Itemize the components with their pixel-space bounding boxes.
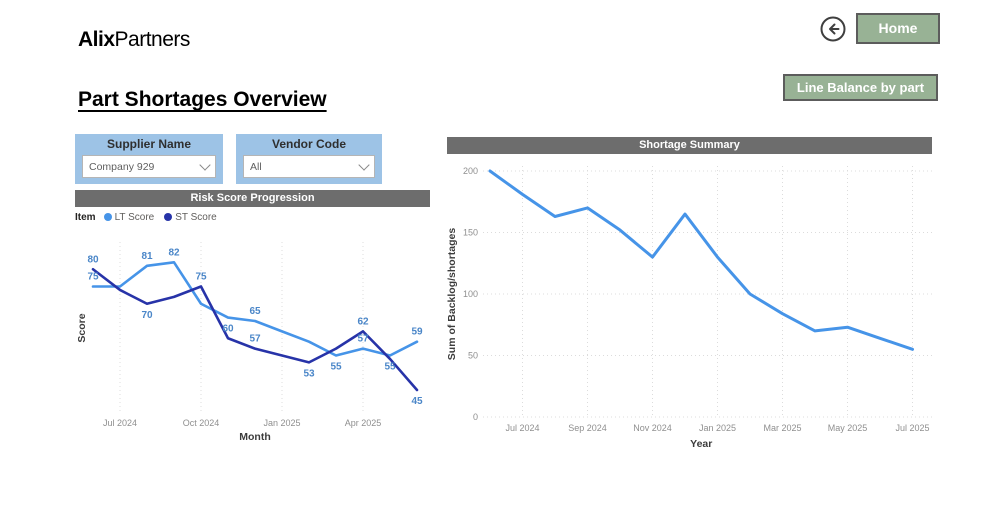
svg-text:0: 0 — [472, 412, 478, 422]
shortage-summary-chart — [445, 154, 945, 459]
svg-text:75: 75 — [87, 271, 99, 283]
alixpartners-logo — [78, 28, 190, 52]
chevron-down-icon — [199, 159, 210, 170]
risk-score-progression-header: Risk Score Progression — [75, 190, 430, 207]
svg-text:Apr 2025: Apr 2025 — [344, 418, 382, 428]
svg-text:57: 57 — [249, 333, 261, 345]
svg-text:Jan 2025: Jan 2025 — [698, 423, 737, 433]
svg-text:50: 50 — [467, 350, 478, 361]
supplier-name-label: Supplier Name — [106, 137, 192, 151]
svg-text:55: 55 — [330, 361, 342, 373]
vendor-code-dropdown[interactable] — [243, 155, 375, 178]
svg-text:Month: Month — [239, 431, 271, 443]
svg-text:Score: Score — [76, 313, 88, 343]
risk-score-progression-chart — [75, 228, 433, 457]
svg-text:Jan 2025: Jan 2025 — [263, 418, 301, 428]
legend-title: Item — [75, 211, 96, 223]
svg-text:Year: Year — [690, 438, 713, 450]
page-title: Part Shortages Overview — [78, 88, 327, 111]
svg-text:Sep 2024: Sep 2024 — [568, 423, 607, 433]
svg-text:55: 55 — [384, 361, 396, 373]
lt-score-label: LT Score — [114, 211, 155, 223]
chevron-down-icon — [358, 159, 369, 170]
svg-text:45: 45 — [411, 396, 423, 407]
supplier-name-dropdown[interactable] — [82, 155, 216, 178]
supplier-name-filter — [75, 134, 223, 184]
svg-text:82: 82 — [168, 247, 180, 259]
svg-text:65: 65 — [249, 306, 261, 317]
st-score-dot-icon — [164, 213, 172, 221]
svg-text:Nov 2024: Nov 2024 — [633, 423, 672, 433]
line-balance-by-part-button[interactable]: Line Balance by part — [783, 74, 938, 101]
legend-item-st-score[interactable] — [164, 212, 217, 223]
svg-text:70: 70 — [141, 309, 153, 321]
svg-text:May 2025: May 2025 — [827, 423, 868, 433]
svg-text:81: 81 — [141, 250, 153, 262]
svg-text:Jul 2024: Jul 2024 — [102, 418, 138, 428]
svg-text:62: 62 — [357, 316, 369, 328]
st-score-label: ST Score — [175, 211, 217, 223]
vendor-code-value: All — [250, 160, 262, 173]
svg-text:Mar 2025: Mar 2025 — [763, 423, 802, 433]
vendor-code-label: Vendor Code — [271, 137, 346, 151]
home-button[interactable]: Home — [856, 13, 940, 44]
logo-regular: Partners — [114, 28, 190, 51]
svg-text:60: 60 — [222, 323, 234, 335]
svg-text:Oct 2024: Oct 2024 — [182, 418, 220, 428]
svg-text:59: 59 — [411, 326, 423, 338]
supplier-name-value: Company 929 — [89, 160, 155, 173]
svg-text:53: 53 — [303, 368, 315, 380]
back-button[interactable] — [819, 15, 847, 43]
logo-bold: Alix — [78, 28, 115, 51]
back-arrow-icon — [819, 15, 847, 43]
lt-score-dot-icon — [104, 213, 112, 221]
shortage-summary-header: Shortage Summary — [447, 137, 932, 154]
svg-text:Jul 2025: Jul 2025 — [895, 423, 930, 433]
svg-text:80: 80 — [87, 254, 99, 266]
risk-chart-legend — [75, 209, 227, 225]
svg-text:57: 57 — [357, 333, 369, 345]
svg-text:200: 200 — [462, 166, 478, 176]
svg-text:150: 150 — [462, 227, 478, 238]
vendor-code-filter — [236, 134, 382, 184]
svg-text:Sum of Backlog/shortages: Sum of Backlog/shortages — [446, 227, 458, 361]
svg-text:75: 75 — [195, 271, 207, 283]
svg-text:Jul 2024: Jul 2024 — [505, 423, 540, 433]
svg-text:100: 100 — [462, 289, 478, 299]
legend-item-lt-score[interactable] — [104, 212, 155, 223]
